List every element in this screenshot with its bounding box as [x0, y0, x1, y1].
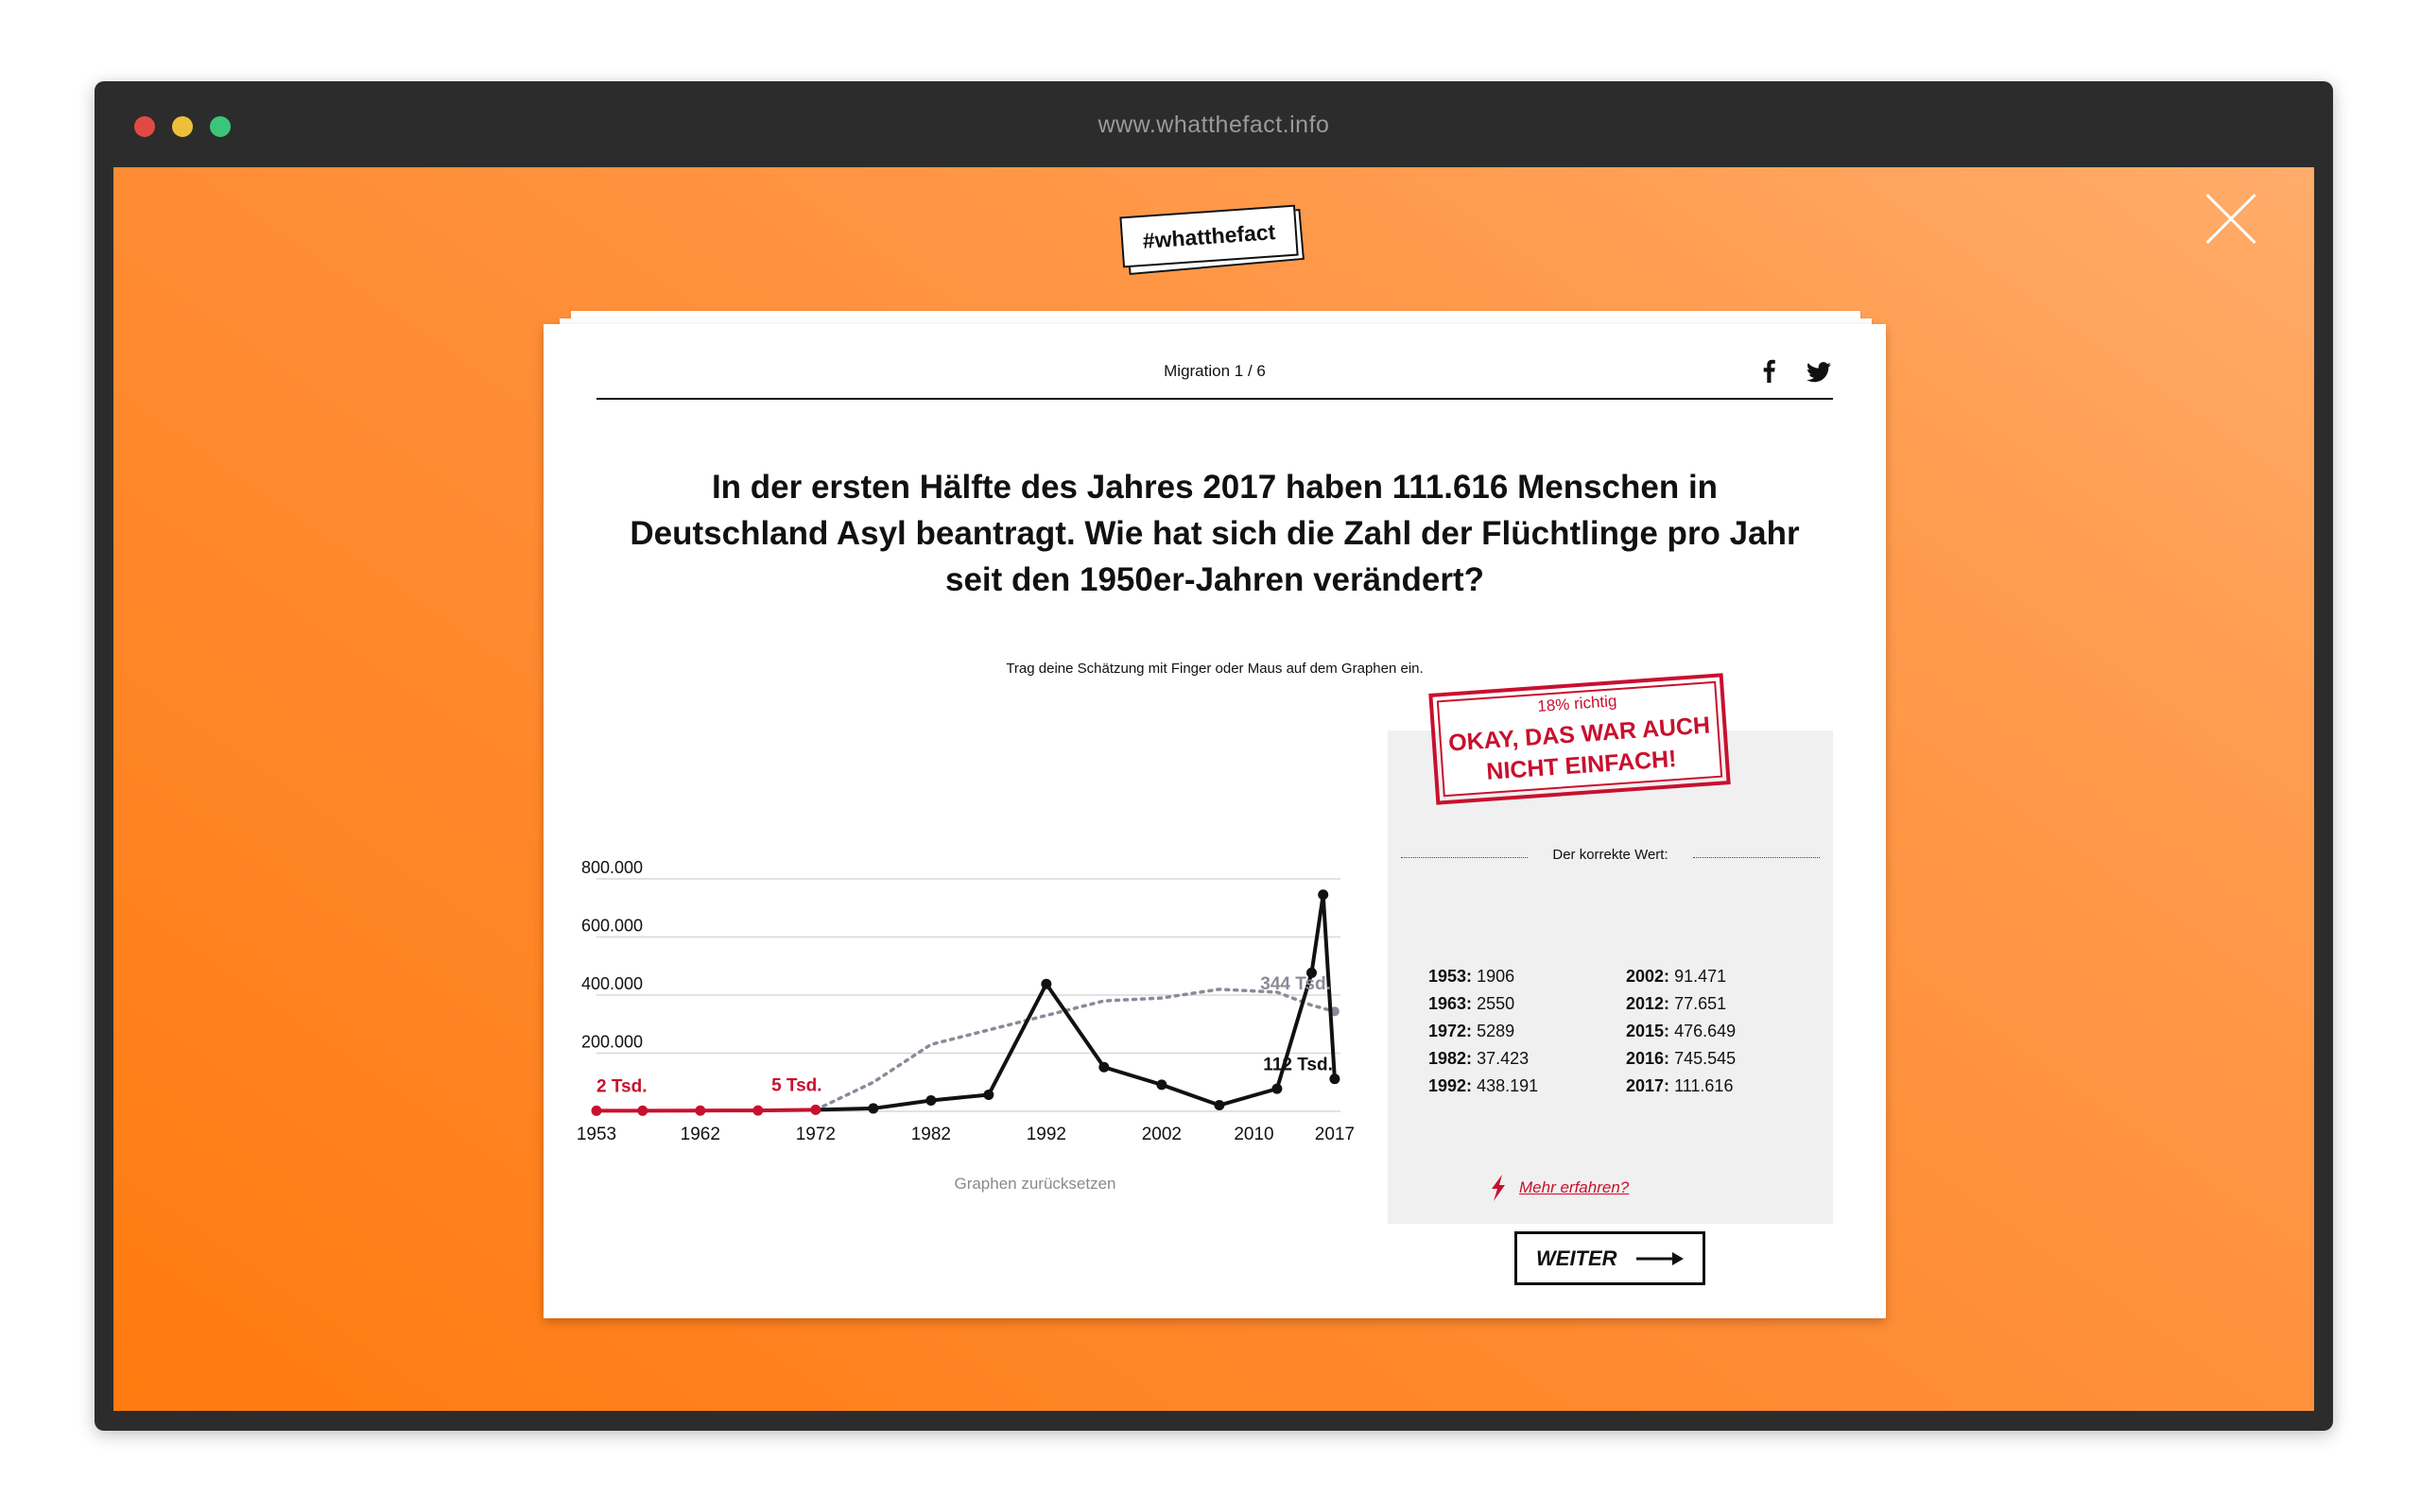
correct-value-heading	[1388, 846, 1833, 868]
value-row: 1982: 37.423	[1428, 1049, 1530, 1068]
instruction-text: Trag deine Schätzung mit Finger oder Maus auf dem Graphen ein.	[1006, 661, 1424, 677]
estimate-chart[interactable]	[544, 324, 1366, 1156]
lightning-icon	[1489, 1175, 1508, 1201]
x-tick-label: 1962	[680, 1125, 720, 1144]
values-list-left	[1428, 963, 1538, 1100]
estimate-line	[816, 989, 1335, 1110]
actual-point	[925, 1095, 936, 1106]
brand-logo[interactable]: #whatthefact	[1119, 205, 1298, 268]
quiz-progress-title: Migration 1 / 6	[1164, 362, 1266, 380]
values-list-right	[1626, 963, 1736, 1100]
value-row: 2015: 476.649	[1626, 1022, 1737, 1040]
x-tick-label: 1982	[910, 1125, 951, 1144]
stamp-percent-label: 18% richtig	[1536, 692, 1617, 716]
next-button[interactable]	[1514, 1231, 1705, 1285]
value-row: 2017: 111.616	[1626, 1076, 1734, 1095]
actual-point	[1318, 889, 1328, 900]
quiz-question: In der ersten Hälfte des Jahres 2017 haben 111.616 Menschen in Deutschland Asyl beantragt. Wie hat sich die Zahl der Flüchtlinge pro Jahr seit den 1950er-Jahren verändert?	[630, 469, 1800, 598]
y-tick-label: 600.000	[581, 916, 644, 936]
result-stamp	[1428, 673, 1730, 804]
y-tick-label: 200.000	[581, 1032, 644, 1052]
given-point	[752, 1106, 763, 1116]
value-row: 2016: 745.545	[1626, 1049, 1737, 1068]
value-row: 1953: 1906	[1428, 967, 1515, 986]
data-label: 2 Tsd.	[596, 1076, 648, 1097]
actual-point	[1156, 1079, 1167, 1090]
address-bar-url[interactable]: www.whatthefact.info	[1098, 112, 1330, 138]
y-tick-label: 400.000	[581, 974, 644, 993]
y-tick-label: 800.000	[581, 858, 644, 877]
value-row: 1963: 2550	[1428, 994, 1515, 1013]
x-tick-label: 1972	[795, 1125, 836, 1144]
given-point	[592, 1106, 602, 1116]
x-tick-label: 2010	[1234, 1125, 1274, 1144]
twitter-icon[interactable]	[1806, 362, 1831, 383]
more-info-label[interactable]: Mehr erfahren?	[1519, 1178, 1630, 1196]
value-row: 1972: 5289	[1428, 1022, 1515, 1040]
actual-line	[816, 895, 1335, 1110]
x-tick-label: 1953	[576, 1125, 617, 1144]
stamp-message-line1: OKAY, DAS WAR AUCH	[1447, 712, 1711, 757]
actual-point	[1098, 1062, 1109, 1073]
actual-point	[1041, 979, 1051, 989]
data-label: 112 Tsd.	[1263, 1055, 1333, 1075]
page-viewport	[113, 167, 2314, 1411]
x-tick-label: 1992	[1026, 1125, 1067, 1144]
close-icon[interactable]	[2204, 192, 2257, 245]
actual-point	[1214, 1100, 1224, 1110]
value-row: 2012: 77.651	[1626, 994, 1727, 1013]
given-line	[596, 1109, 816, 1110]
next-button-label: WEITER	[1536, 1246, 1617, 1270]
stamp-message-line2: NICHT EINFACH!	[1485, 745, 1678, 785]
facebook-icon[interactable]	[1761, 358, 1776, 383]
actual-point	[983, 1090, 994, 1100]
data-label: 344 Tsd.	[1260, 974, 1331, 995]
reset-graph-link[interactable]: Graphen zurücksetzen	[954, 1175, 1116, 1193]
x-tick-label: 2017	[1314, 1125, 1356, 1144]
browser-window	[95, 81, 2333, 1431]
correct-value-label: Der korrekte Wert:	[1552, 847, 1668, 863]
data-label: 5 Tsd.	[771, 1075, 822, 1096]
quiz-card	[544, 324, 1886, 1318]
arrow-right-icon	[1636, 1249, 1685, 1268]
value-row: 1992: 438.191	[1428, 1076, 1539, 1095]
given-point	[695, 1106, 705, 1116]
value-row: 2002: 91.471	[1626, 967, 1727, 986]
actual-point	[1271, 1084, 1282, 1094]
given-point	[810, 1105, 821, 1115]
x-tick-label: 2002	[1141, 1125, 1183, 1144]
given-point	[637, 1106, 648, 1116]
actual-point	[1329, 1074, 1340, 1084]
actual-point	[868, 1103, 878, 1113]
